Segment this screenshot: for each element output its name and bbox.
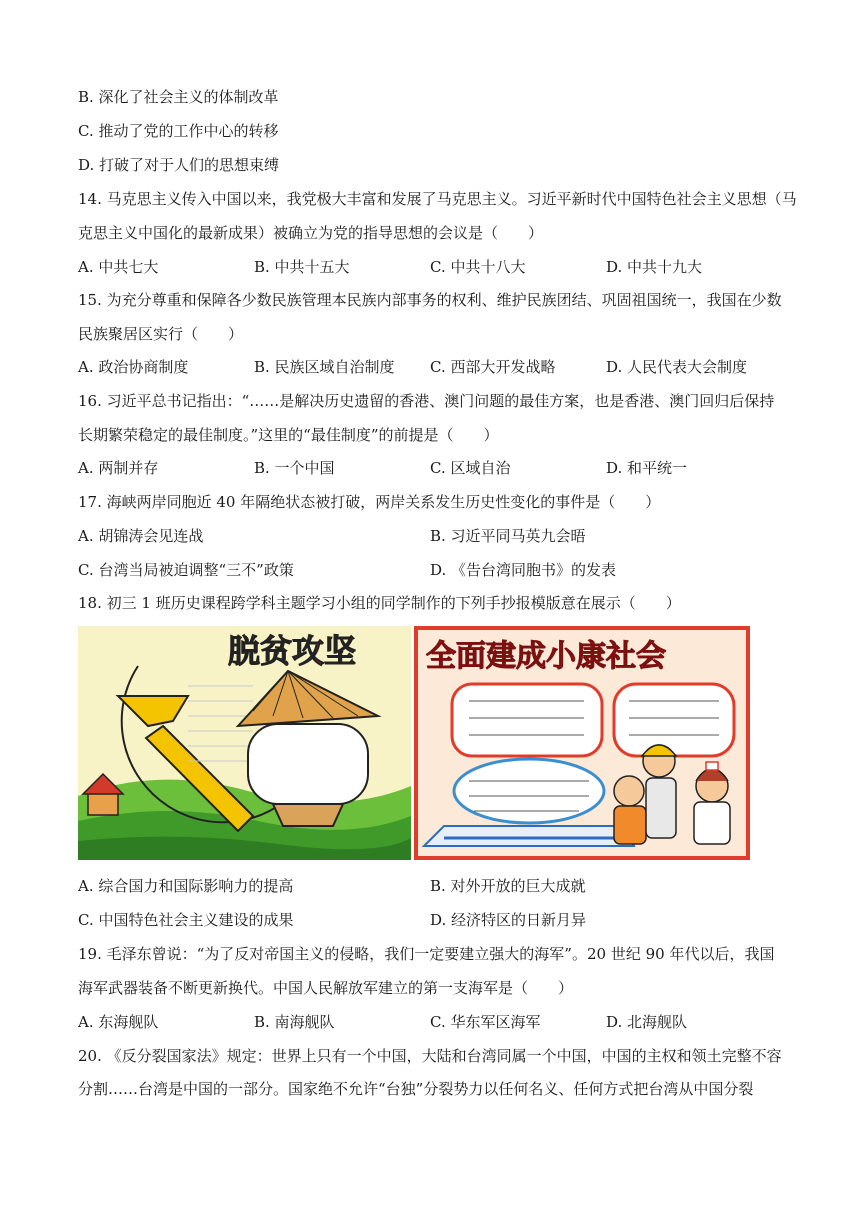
q19-stem-line2: 海军武器装备不断更新换代。中国人民解放军建立的第一支海军是（ ） (78, 979, 574, 997)
q20-stem-line2: 分割……台湾是中国的一部分。国家绝不允许“台独”分裂势力以任何名义、任何方式把台湾从中国分裂 (78, 1080, 754, 1098)
q14-stem-line1: 14. 马克思主义传入中国以来，我党极大丰富和发展了马克思主义。习近平新时代中国特色社会主义思想（马 (78, 190, 797, 208)
q14-option-d: D. 中共十九大 (606, 258, 703, 276)
q15-option-d: D. 人民代表大会制度 (606, 358, 748, 376)
q15-option-c: C. 西部大开发战略 (430, 358, 556, 376)
q18-option-c: C. 中国特色社会主义建设的成果 (78, 911, 294, 929)
q15-option-b: B. 民族区域自治制度 (254, 358, 395, 376)
q17-option-b: B. 习近平同马英九会晤 (430, 527, 586, 545)
q19-option-a: A. 东海舰队 (78, 1013, 159, 1031)
q16-option-a: A. 两制并存 (78, 459, 159, 477)
q15-option-a: A. 政治协商制度 (78, 358, 189, 376)
q15-stem-line1: 15. 为充分尊重和保障各少数民族管理本民族内部事务的权利、维护民族团结、巩固祖国统一，我国在少数 (78, 291, 782, 309)
q14-option-a: A. 中共七大 (78, 258, 159, 276)
q17-option-c: C. 台湾当局被迫调整“三不”政策 (78, 561, 294, 579)
q17-stem: 17. 海峡两岸同胞近 40 年隔绝状态被打破，两岸关系发生历史性变化的事件是（ ） (78, 493, 661, 511)
poster-poverty-alleviation (78, 626, 411, 860)
poster-right-title: 全面建成小康社会 (426, 639, 666, 674)
q20-stem-line1: 20. 《反分裂国家法》规定：世界上只有一个中国，大陆和台湾同属一个中国，中国的主权和领土完整不容 (78, 1047, 782, 1065)
q13-option-d: D. 打破了对于人们的思想束缚 (78, 156, 280, 174)
q13-option-b: B. 深化了社会主义的体制改革 (78, 88, 279, 106)
poster-prosperous-society (414, 626, 750, 860)
q19-stem-line1: 19. 毛泽东曾说：“为了反对帝国主义的侵略，我们一定要建立强大的海军”。20 世纪 90 年代以后，我国 (78, 945, 775, 963)
q18-stem: 18. 初三 1 班历史课程跨学科主题学习小组的同学制作的下列手抄报模版意在展示（ ） (78, 594, 681, 612)
q18-option-b: B. 对外开放的巨大成就 (430, 877, 586, 895)
q16-stem-line1: 16. 习近平总书记指出：“……是解决历史遗留的香港、澳门问题的最佳方案，也是香港、澳门回归后保持 (78, 392, 775, 410)
q16-option-b: B. 一个中国 (254, 459, 335, 477)
q14-option-c: C. 中共十八大 (430, 258, 526, 276)
q15-stem-line2: 民族聚居区实行（ ） (78, 325, 244, 343)
poster-left-title: 脱贫攻坚 (228, 632, 357, 670)
q14-stem-line2: 克思主义中国化的最新成果）被确立为党的指导思想的会议是（ ） (78, 224, 544, 242)
q16-option-c: C. 区域自治 (430, 459, 511, 477)
q16-stem-line2: 长期繁荣稳定的最佳制度。”这里的“最佳制度”的前提是（ ） (78, 426, 499, 444)
q19-option-c: C. 华东军区海军 (430, 1013, 541, 1031)
q18-option-d: D. 经济特区的日新月异 (430, 911, 587, 929)
q19-option-d: D. 北海舰队 (606, 1013, 688, 1031)
q14-option-b: B. 中共十五大 (254, 258, 350, 276)
q13-option-c: C. 推动了党的工作中心的转移 (78, 122, 279, 140)
q19-option-b: B. 南海舰队 (254, 1013, 335, 1031)
q18-option-a: A. 综合国力和国际影响力的提高 (78, 877, 294, 895)
q17-option-a: A. 胡锦涛会见连战 (78, 527, 204, 545)
q16-option-d: D. 和平统一 (606, 459, 688, 477)
q17-option-d: D. 《告台湾同胞书》的发表 (430, 561, 617, 579)
